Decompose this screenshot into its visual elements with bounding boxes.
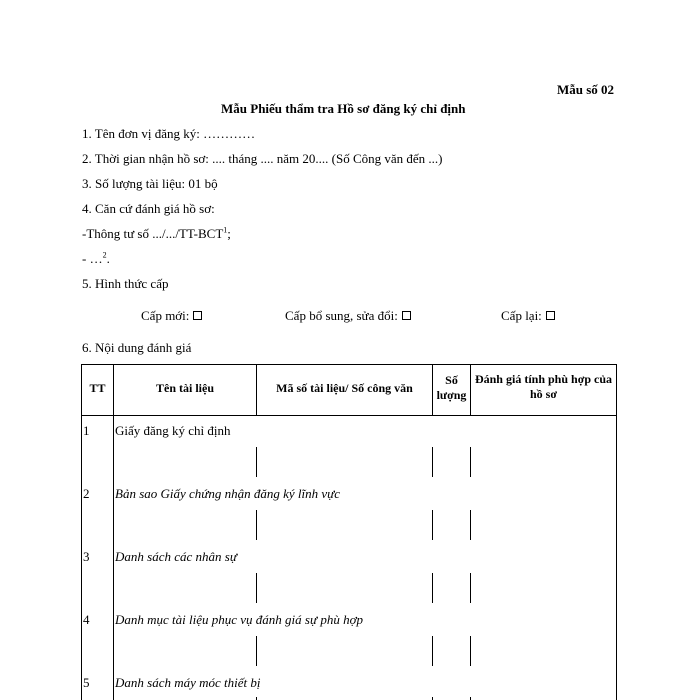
checkbox-reissue[interactable] — [546, 311, 555, 320]
form-number: Mẫu số 02 — [557, 82, 615, 97]
item-doc-count: 3. Số lượng tài liệu: 01 bộ — [82, 176, 218, 191]
item-received-time: 2. Thời gian nhận hồ sơ: .... tháng .... năm 20.... (Số Công văn đến ...) — [82, 151, 443, 166]
row-4-seg-b — [432, 636, 433, 666]
row-2-seg-c — [470, 510, 471, 540]
row-1-seg-b — [432, 447, 433, 477]
other-text: - … — [82, 251, 103, 266]
header-tt: TT — [89, 381, 106, 395]
item-unit-name: 1. Tên đơn vị đăng ký: ………… — [82, 126, 256, 141]
circular-text: -Thông tư số .../.../TT-BCT — [82, 226, 224, 241]
row-3-seg-b — [432, 573, 433, 603]
row-2-tt: 2 — [83, 486, 90, 501]
header-quantity: Số lượng — [436, 373, 467, 402]
option-new-label: Cấp mới: — [141, 308, 190, 323]
table-left-border — [81, 364, 82, 700]
checkbox-supplement[interactable] — [402, 311, 411, 320]
row-4-seg-c — [470, 636, 471, 666]
item-eval-content: 6. Nội dung đánh giá — [82, 340, 192, 355]
circular-end: ; — [227, 226, 231, 241]
row-1-seg-c — [470, 447, 471, 477]
option-reissue — [501, 308, 555, 324]
row-2-seg-b — [432, 510, 433, 540]
row-4-name: Danh mục tài liệu phục vụ đánh giá sự phù hợp — [115, 612, 364, 627]
row-4-seg-a — [256, 636, 257, 666]
row-3-seg-a — [256, 573, 257, 603]
option-supplement — [285, 308, 411, 324]
row-1-name: Giấy đăng ký chỉ định — [115, 423, 231, 438]
row-1-tt: 1 — [83, 423, 90, 438]
table-header-border — [81, 415, 617, 416]
row-4-tt: 4 — [83, 612, 90, 627]
table-top-border — [81, 364, 617, 365]
row-5-name: Danh sách máy móc thiết bị — [115, 675, 261, 690]
row-3-tt: 3 — [83, 549, 90, 564]
row-2-name: Bản sao Giấy chứng nhận đăng ký lĩnh vực — [115, 486, 341, 501]
body-sep-tt — [113, 415, 114, 700]
option-reissue-label: Cấp lại: — [501, 308, 542, 323]
option-supplement-label: Cấp bổ sung, sửa đổi: — [285, 308, 398, 323]
option-new — [141, 308, 202, 324]
header-doc-code: Mã số tài liệu/ Số công văn — [276, 381, 413, 395]
page-title: Mẫu Phiếu thẩm tra Hồ sơ đăng ký chỉ định — [221, 101, 466, 116]
footnote-2: 2 — [102, 250, 107, 260]
checkbox-new[interactable] — [193, 311, 202, 320]
header-doc-name: Tên tài liệu — [155, 381, 214, 395]
item-basis: 4. Căn cứ đánh giá hồ sơ: — [82, 201, 215, 216]
item-other — [82, 251, 110, 267]
item-issue-form: 5. Hình thức cấp — [82, 276, 169, 291]
row-1-seg-a — [256, 447, 257, 477]
row-5-tt: 5 — [83, 675, 90, 690]
row-3-name: Danh sách các nhân sự — [115, 549, 237, 564]
footnote-1: 1 — [223, 225, 228, 235]
table-right-border — [616, 364, 617, 700]
item-circular — [82, 226, 231, 242]
header-assessment: Đánh giá tính phù hợp của hồ sơ — [474, 372, 613, 401]
other-end: . — [106, 251, 110, 266]
row-2-seg-a — [256, 510, 257, 540]
row-3-seg-c — [470, 573, 471, 603]
